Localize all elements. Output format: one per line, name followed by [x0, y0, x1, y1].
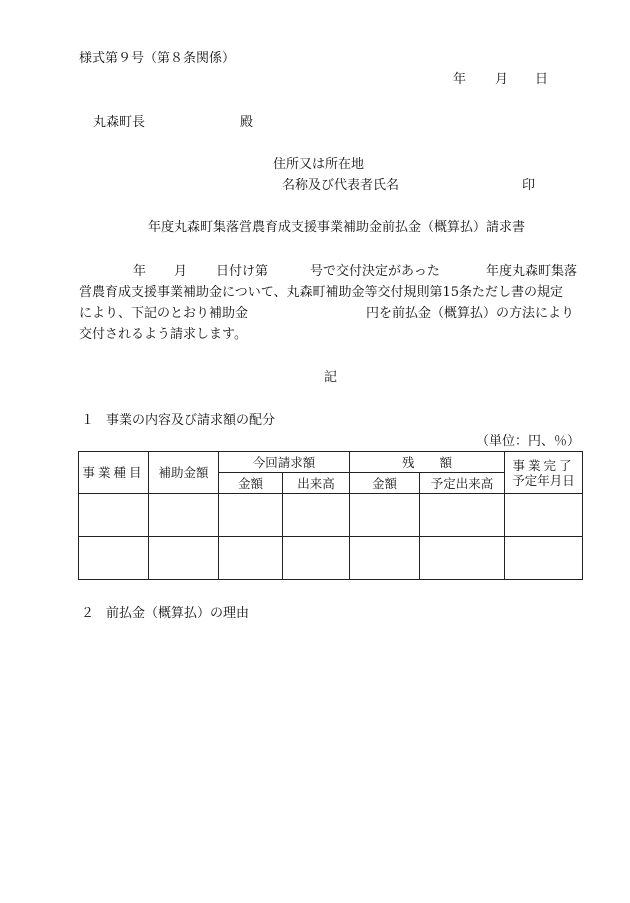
document-title: 年度丸森町集落営農育成支援事業補助金前払金（概算払）請求書	[148, 220, 526, 235]
body-line-2: 営農育成支援事業補助金について、丸森町補助金等交付規則第15条ただし書の規定	[79, 285, 564, 300]
group-current-claim: 今回請求額	[219, 452, 350, 473]
section-2-title: 前払金（概算払）の理由	[106, 606, 250, 621]
group-remaining: 残 額	[350, 452, 505, 473]
body-line-4: 交付されるよう請求します。	[79, 327, 247, 342]
recipient-name: 丸森町長	[93, 115, 146, 130]
completion-line-2: 予定年月日	[512, 472, 575, 488]
table-cell[interactable]	[79, 494, 149, 537]
table-cell[interactable]	[149, 494, 219, 537]
table-row	[79, 537, 583, 580]
section-2-number: ２	[81, 606, 95, 621]
section-1-title: 事業の内容及び請求額の配分	[106, 413, 276, 428]
table-cell[interactable]	[420, 537, 505, 580]
body-line-3a: により、下記のとおり補助金	[79, 306, 249, 321]
table-cell[interactable]	[219, 537, 283, 580]
sub-current-progress: 出来高	[283, 473, 350, 494]
table-cell[interactable]	[149, 537, 219, 580]
date-month: 月	[495, 72, 509, 87]
applicant-address-label: 住所又は所在地	[273, 157, 365, 172]
date-day: 日	[535, 72, 549, 87]
allocation-table	[78, 451, 583, 580]
col-subsidy-amount: 補助金額	[149, 452, 219, 494]
body-fiscal-year: 年度丸森町集落	[486, 264, 578, 279]
table-cell[interactable]	[283, 494, 350, 537]
col-project-type: 事業種目	[79, 452, 149, 494]
table-cell[interactable]	[350, 537, 420, 580]
recipient-honorific: 殿	[240, 115, 254, 130]
table-cell[interactable]	[350, 494, 420, 537]
completion-line-1: 事業完了	[512, 457, 575, 473]
body-decision: 号で交付決定があった	[310, 264, 440, 279]
sub-planned-progress: 予定出来高	[420, 473, 505, 494]
table-cell[interactable]	[219, 494, 283, 537]
ki-heading: 記	[324, 370, 338, 385]
sub-remaining-amount: 金額	[350, 473, 420, 494]
date-year: 年	[453, 72, 467, 87]
applicant-name-label: 名称及び代表者氏名	[282, 178, 400, 193]
table-cell[interactable]	[505, 494, 583, 537]
sub-current-amount: 金額	[219, 473, 283, 494]
col-completion-date	[505, 452, 583, 494]
section-1-number: １	[81, 413, 95, 428]
table-cell[interactable]	[283, 537, 350, 580]
seal-mark: 印	[522, 178, 536, 193]
table-row	[79, 494, 583, 537]
form-number: 様式第９号（第８条関係）	[79, 51, 236, 66]
body-day-number: 日付け第	[216, 264, 269, 279]
table-cell[interactable]	[505, 537, 583, 580]
table-cell[interactable]	[420, 494, 505, 537]
body-month: 月	[174, 264, 188, 279]
table-cell[interactable]	[79, 537, 149, 580]
unit-note: （単位：円、％）	[476, 434, 581, 449]
body-line-3b: 円を前払金（概算払）の方法により	[366, 306, 575, 321]
body-year: 年	[133, 264, 147, 279]
